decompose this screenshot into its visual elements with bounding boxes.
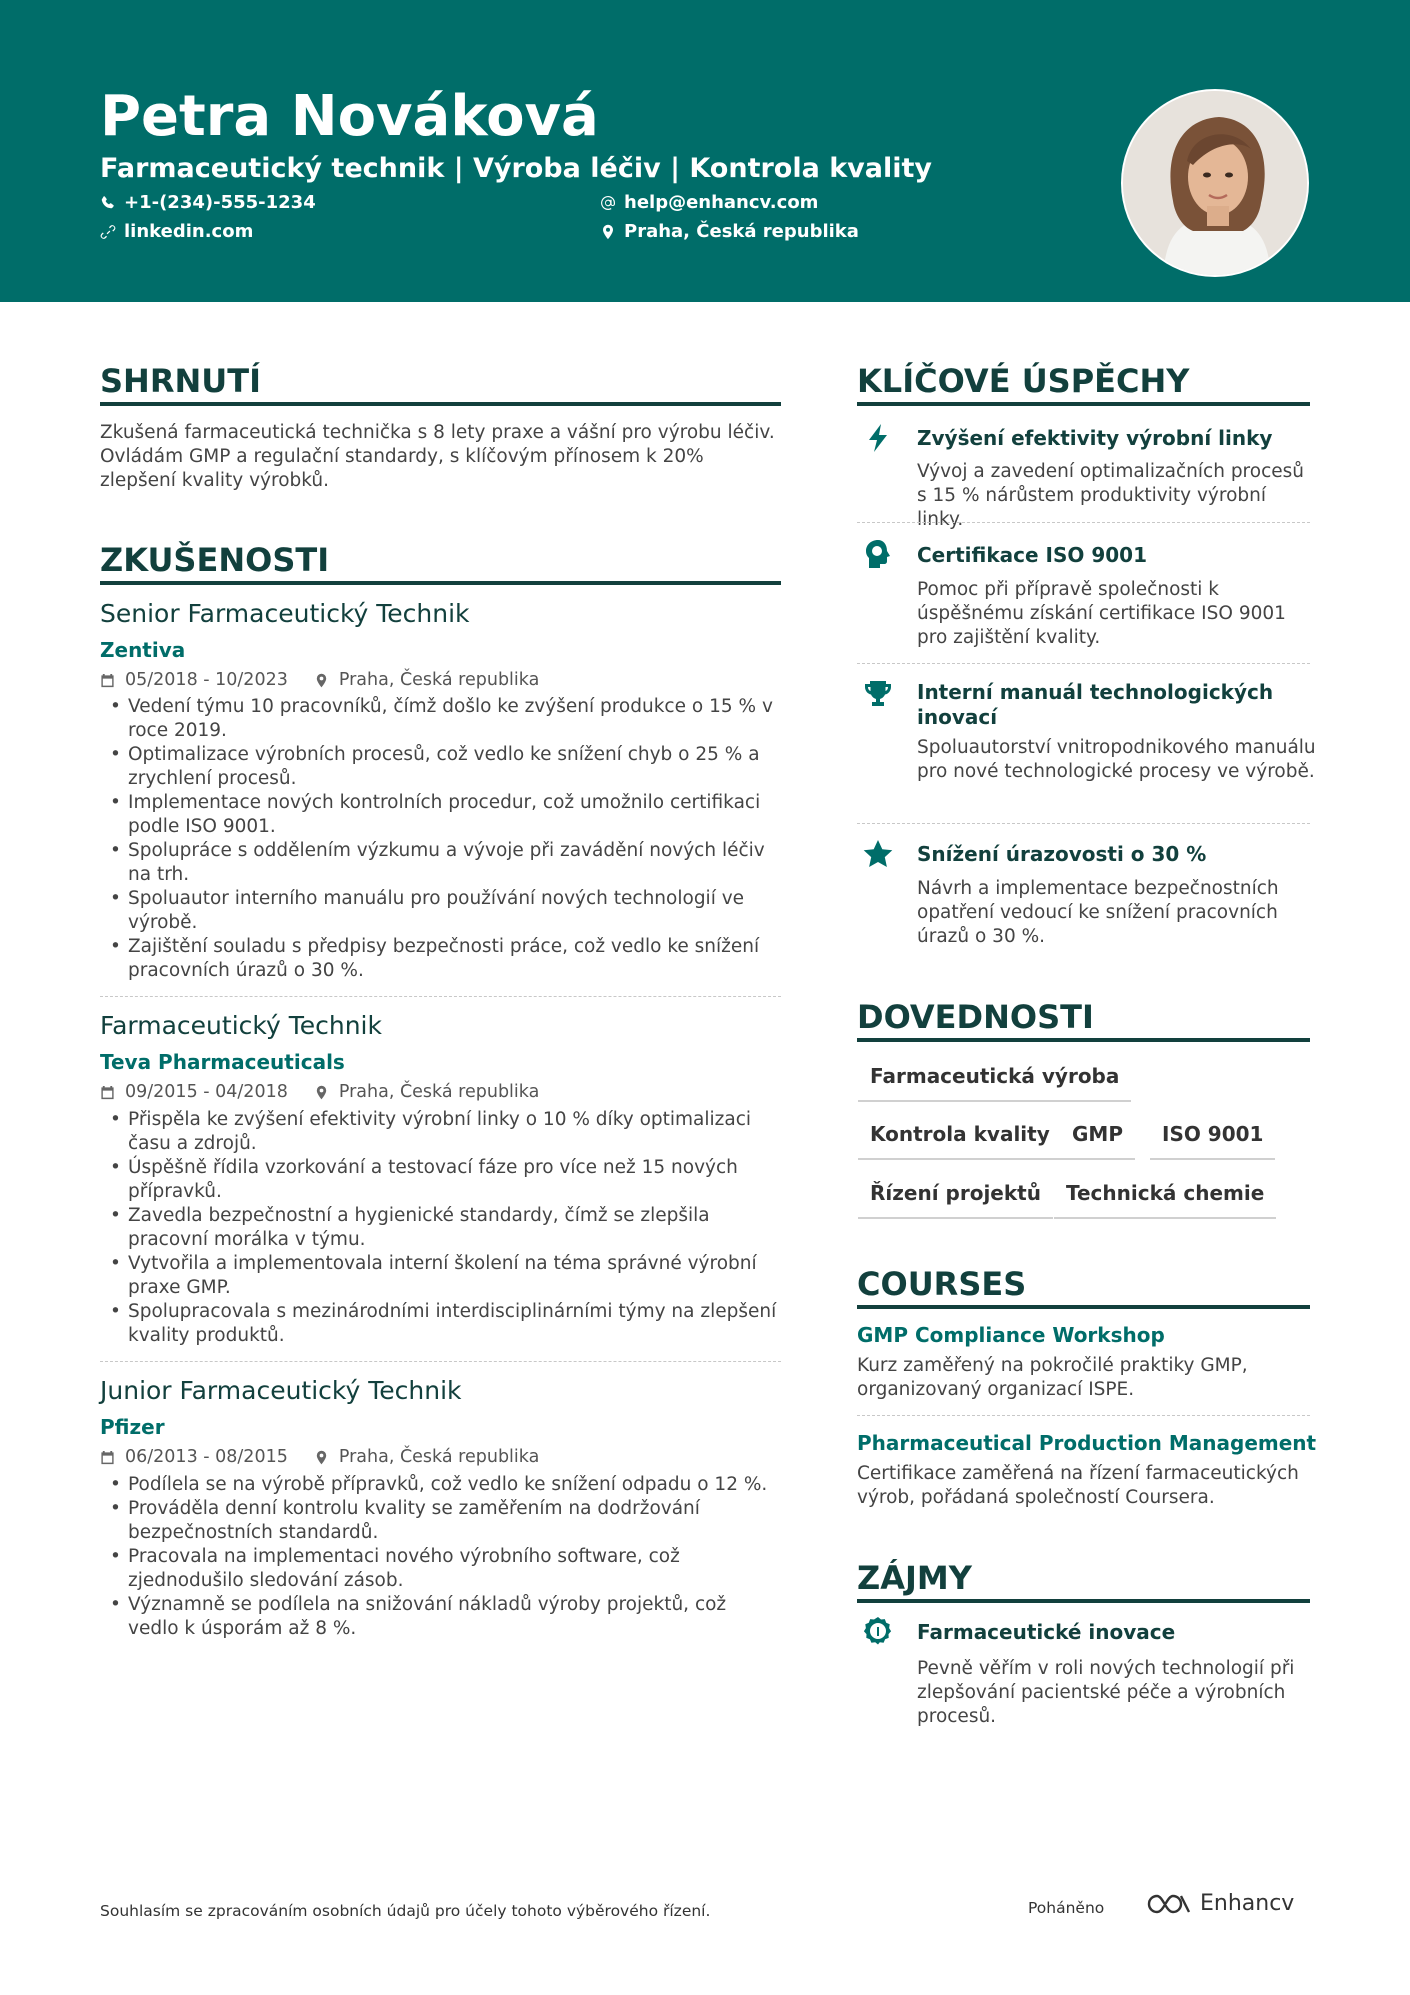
skill-tag: Řízení projektů: [858, 1181, 1053, 1219]
interests-heading: ZÁJMY: [857, 1559, 972, 1597]
course-desc: Kurz zaměřený na pokročilé praktiky GMP, organizovaný organizací ISPE.: [857, 1355, 1248, 1400]
star-icon: [862, 838, 894, 870]
profile-photo: [1121, 89, 1309, 277]
job-bullet: • Významně se podílela na snižování nákladů výroby projektů, což vedlo k úsporám až 8 %.: [100, 1593, 780, 1641]
skill-tag: Kontrola kvality: [858, 1122, 1062, 1160]
job-bullet: • Vedení týmu 10 pracovníků, čímž došlo ke zvýšení produkce o 15 % v roce 2019.: [100, 695, 780, 743]
location-pin-icon: [314, 673, 329, 688]
job-bullet: • Vytvořila a implementovala interní školení na téma správné výrobní praxe GMP.: [100, 1252, 780, 1300]
courses-heading: COURSES: [857, 1265, 1027, 1303]
job-meta: [100, 1082, 539, 1102]
achievement-title: Zvýšení efektivity výrobní linky: [917, 426, 1273, 450]
achievements-divider: [857, 402, 1310, 406]
linkedin-contact[interactable]: [100, 221, 253, 242]
course-desc: Certifikace zaměřená na řízení farmaceutických výrob, pořádaná společností Coursera.: [857, 1463, 1299, 1508]
calendar-icon: [100, 1450, 115, 1465]
skill-tag: Technická chemie: [1054, 1181, 1276, 1219]
job-title: Junior Farmaceutický Technik: [100, 1376, 462, 1405]
award-icon: [862, 1616, 894, 1648]
job-bullets: [100, 1108, 780, 1348]
job-company: Teva Pharmaceuticals: [100, 1050, 345, 1074]
job-dates: 06/2013 - 08/2015: [125, 1447, 288, 1467]
achievement-desc: Pomoc při přípravě společnosti k úspěšnému získání certifikace ISO 9001 pro zajištění kvality.: [917, 579, 1286, 648]
achievement-desc: Vývoj a zavedení optimalizačních procesů s 15 % nárůstem produktivity výrobní linky.: [917, 461, 1304, 530]
interest-title: Farmaceutické inovace: [917, 1620, 1176, 1644]
email-contact[interactable]: [600, 192, 818, 213]
calendar-icon: [100, 673, 115, 688]
powered-by-label: Poháněno: [1028, 1899, 1105, 1917]
link-icon: [100, 224, 116, 240]
job-bullet: • Zajištění souladu s předpisy bezpečnosti práce, což vedlo ke snížení pracovních úrazů o 30 %.: [100, 935, 780, 983]
job-bullet: • Spolupráce s oddělením výzkumu a vývoje při zavádění nových léčiv na trh.: [100, 839, 780, 887]
job-bullet: • Přispěla ke zvýšení efektivity výrobní linky o 10 % díky optimalizaci času a zdrojů.: [100, 1108, 780, 1156]
job-title: Farmaceutický Technik: [100, 1011, 382, 1040]
enhancv-logo[interactable]: [1146, 1891, 1294, 1916]
skills-divider: [857, 1038, 1310, 1042]
email-text: help@enhancv.com: [624, 192, 819, 213]
skill-tag: Farmaceutická výroba: [858, 1064, 1131, 1102]
course-separator: [857, 1415, 1310, 1416]
job-bullet: • Spoluautor interního manuálu pro používání nových technologií ve výrobě.: [100, 887, 780, 935]
job-location: Praha, Česká republika: [338, 1447, 540, 1467]
summary-text: Zkušená farmaceutická technička s 8 lety praxe a vášní pro výrobu léčiv. Ovládám GMP a regulační standardy, s klíčovým přínosem k 20% zlepšení kvality výrobků.: [100, 422, 775, 491]
job-bullet: • Zavedla bezpečnostní a hygienické standardy, čímž se zlepšila pracovní morálka v týmu.: [100, 1204, 780, 1252]
skill-tag: ISO 9001: [1150, 1122, 1275, 1160]
lightning-icon: [862, 422, 894, 454]
skills-heading: DOVEDNOSTI: [857, 998, 1094, 1036]
job-bullet: • Úspěšně řídila vzorkování a testovací fáze pro více než 15 nových přípravků.: [100, 1156, 780, 1204]
job-bullets: [100, 1473, 780, 1641]
achievement-separator: [857, 823, 1310, 824]
trophy-icon: [862, 678, 894, 710]
job-separator: [100, 1361, 781, 1362]
head-icon: [862, 538, 894, 570]
location-pin-icon: [600, 224, 616, 240]
interests-divider: [857, 1599, 1310, 1603]
achievement-desc: Návrh a implementace bezpečnostních opatření vedoucí ke snížení pracovních úrazů o 30 %.: [917, 878, 1279, 947]
enhancv-mark-icon: [1146, 1892, 1192, 1916]
courses-divider: [857, 1305, 1310, 1309]
course-title: GMP Compliance Workshop: [857, 1323, 1165, 1347]
portrait-illustration: [1123, 91, 1309, 277]
job-bullet: • Optimalizace výrobních procesů, což vedlo ke snížení chyb o 25 % a zrychlení procesů.: [100, 743, 780, 791]
calendar-icon: [100, 1085, 115, 1100]
phone-text: +1-(234)-555-1234: [124, 192, 316, 213]
achievement-title: Certifikace ISO 9001: [917, 543, 1147, 567]
course-title: Pharmaceutical Production Management: [857, 1431, 1317, 1455]
experience-heading: ZKUŠENOSTI: [100, 541, 330, 579]
achievement-desc: Spoluautorství vnitropodnikového manuálu pro nové technologické procesy ve výrobě.: [917, 737, 1316, 782]
achievement-title: Snížení úrazovosti o 30 %: [917, 842, 1207, 866]
at-icon: [600, 195, 616, 211]
location-pin-icon: [314, 1450, 329, 1465]
candidate-name: Petra Nováková: [100, 84, 599, 149]
job-bullet: • Spolupracovala s mezinárodními interdisciplinárními týmy na zlepšení kvality produktů.: [100, 1300, 780, 1348]
consent-note: Souhlasím se zpracováním osobních údajů pro účely tohoto výběrového řízení.: [100, 1902, 711, 1920]
enhancv-brand-text: Enhancv: [1200, 1891, 1295, 1916]
candidate-title: Farmaceutický technik | Výroba léčiv | Kontrola kvality: [100, 153, 933, 184]
job-bullets: [100, 695, 780, 983]
experience-divider: [100, 581, 781, 585]
location-contact: [600, 221, 859, 242]
achievement-separator: [857, 663, 1310, 664]
summary-heading: SHRNUTÍ: [100, 362, 261, 400]
job-dates: 05/2018 - 10/2023: [125, 670, 288, 690]
skill-tag: GMP: [1060, 1122, 1135, 1160]
job-bullet: • Podílela se na výrobě přípravků, což vedlo ke snížení odpadu o 12 %.: [100, 1473, 780, 1497]
summary-divider: [100, 402, 781, 406]
job-title: Senior Farmaceutický Technik: [100, 599, 470, 628]
job-company: Pfizer: [100, 1415, 165, 1439]
achievement-separator: [857, 522, 1310, 523]
job-bullet: • Pracovala na implementaci nového výrobního software, což zjednodušilo sledování zásob.: [100, 1545, 780, 1593]
phone-contact[interactable]: [100, 192, 316, 213]
job-bullet: • Implementace nových kontrolních procedur, což umožnilo certifikaci podle ISO 9001.: [100, 791, 780, 839]
job-dates: 09/2015 - 04/2018: [125, 1082, 288, 1102]
job-company: Zentiva: [100, 638, 186, 662]
phone-icon: [100, 195, 116, 211]
linkedin-text: linkedin.com: [124, 221, 254, 242]
achievements-heading: KLÍČOVÉ ÚSPĚCHY: [857, 362, 1190, 400]
job-meta: [100, 670, 539, 690]
job-location: Praha, Česká republika: [338, 670, 540, 690]
achievement-title: Interní manuál technologických inovací: [917, 680, 1274, 729]
job-meta: [100, 1447, 539, 1467]
location-text: Praha, Česká republika: [624, 221, 859, 242]
interest-desc: Pevně věřím v roli nových technologií při zlepšování pacientské péče a výrobních procesů.: [917, 1658, 1295, 1727]
job-location: Praha, Česká republika: [338, 1082, 540, 1102]
location-pin-icon: [314, 1085, 329, 1100]
header-banner: [0, 0, 1410, 302]
job-separator: [100, 996, 781, 997]
job-bullet: • Prováděla denní kontrolu kvality se zaměřením na dodržování bezpečnostních standardů.: [100, 1497, 780, 1545]
